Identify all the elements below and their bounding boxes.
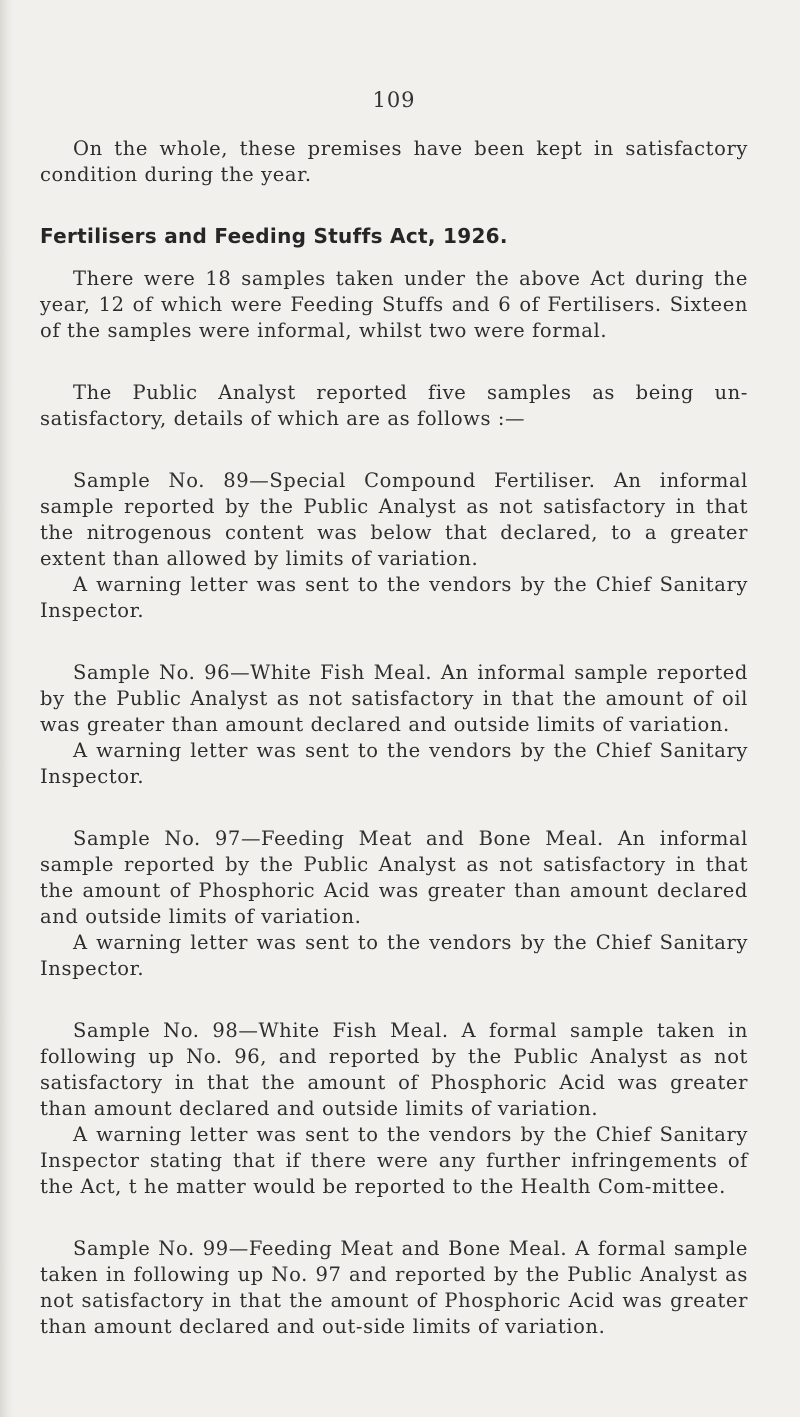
sample-98-action: A warning letter was sent to the vendors by the Chief Sanitary Inspector stating that if there were any further infringements of the Act, t he matter would be reported to the Health Com-mittee.: [40, 1123, 748, 1198]
scan-margin-shadow: [0, 0, 14, 1417]
summary-paragraph: There were 18 samples taken under the above Act during the year, 12 of which were Feeding Stuffs and 6 of Fertilisers. Sixteen of the samples were informal, whilst two were formal.: [40, 267, 748, 342]
sample-96-action: A warning letter was sent to the vendors by the Chief Sanitary Inspector.: [40, 739, 748, 788]
section-heading: Fertilisers and Feeding Stuffs Act, 1926.: [40, 224, 508, 248]
sample-98-description: Sample No. 98—White Fish Meal. A formal sample taken in following up No. 96, and reported by the Public Analyst as not satisfactory in that the amount of Phosphoric Acid was greater than amount declared and outside limits of variation.: [40, 1019, 748, 1120]
intro-paragraph: On the whole, these premises have been kept in satisfactory condition during the year.: [40, 137, 748, 186]
sample-97-description: Sample No. 97—Feeding Meat and Bone Meal. An informal sample reported by the Public Analyst as not satisfactory in that the amount of Phosphoric Acid was greater than amount declared and outside limits of variation.: [40, 827, 748, 928]
sample-89-action: A warning letter was sent to the vendors by the Chief Sanitary Inspector.: [40, 573, 748, 622]
analyst-report-paragraph: The Public Analyst reported five samples as being un-satisfactory, details of which are as follows :—: [40, 381, 748, 430]
page-content: [40, 136, 748, 1340]
sample-96-description: Sample No. 96—White Fish Meal. An informal sample reported by the Public Analyst as not satisfactory in that the amount of oil was greater than amount declared and outside limits of variation.: [40, 661, 748, 736]
page-number: 109: [372, 88, 416, 112]
sample-99-description: Sample No. 99—Feeding Meat and Bone Meal. A formal sample taken in following up No. 97 and reported by the Public Analyst as not satisfactory in that the amount of Phosphoric Acid was greater than amount declared and out-side limits of variation.: [40, 1237, 748, 1338]
sample-97-action: A warning letter was sent to the vendors by the Chief Sanitary Inspector.: [40, 931, 748, 980]
sample-89-description: Sample No. 89—Special Compound Fertiliser. An informal sample reported by the Public Analyst as not satisfactory in that the nitrogenous content was below that declared, to a greater extent than allowed by limits of variation.: [40, 469, 748, 570]
